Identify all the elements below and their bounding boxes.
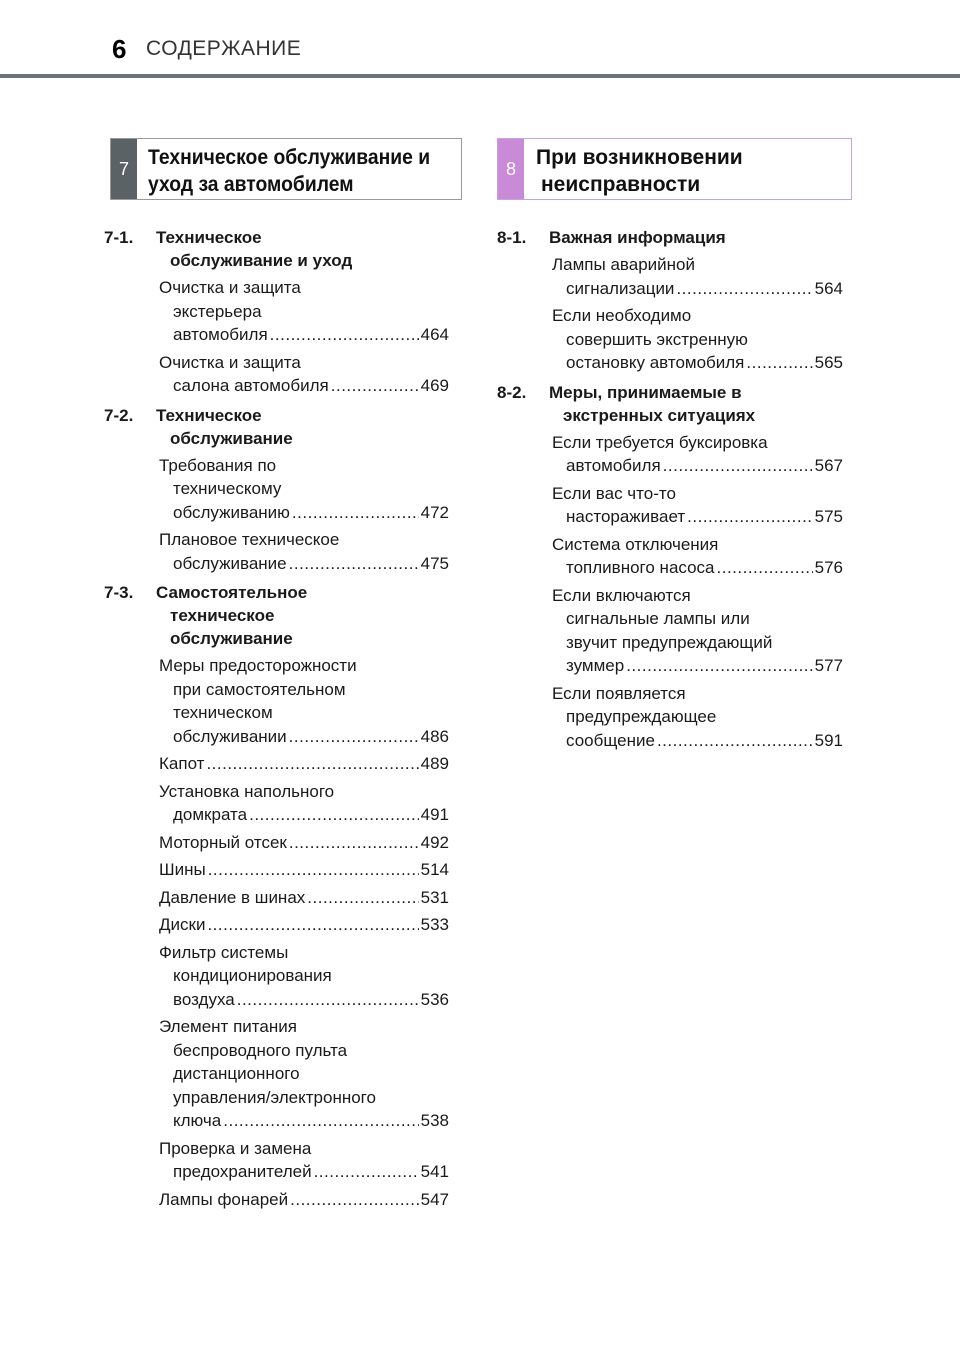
page-reference: 492 xyxy=(420,832,449,852)
page-header xyxy=(0,0,960,78)
header-title: СОДЕРЖАНИЕ xyxy=(146,37,302,60)
toc-entry[interactable] xyxy=(159,276,449,347)
page-reference: 475 xyxy=(420,553,449,573)
dot-leader xyxy=(206,752,418,776)
toc-entry-line: Очистка и защита xyxy=(159,278,301,297)
dot-leader xyxy=(223,1109,418,1133)
toc-entry-text: топливного насоса xyxy=(566,558,715,577)
toc-entry[interactable] xyxy=(552,304,843,375)
dot-leader xyxy=(663,454,813,478)
toc-entry-line: Если включаются xyxy=(552,585,691,605)
toc-entry[interactable] xyxy=(159,528,449,575)
toc-entry-text: салона автомобиля xyxy=(173,376,329,395)
toc-entry-line: Если необходимо xyxy=(552,306,692,325)
toc-entry-line: кондиционирования xyxy=(173,966,332,985)
toc-entry-line: Меры предосторожности xyxy=(159,656,357,675)
chapter-8-title: При возникновении неисправности xyxy=(536,146,743,196)
section-number: 7-2. xyxy=(104,405,134,425)
dot-leader xyxy=(208,858,419,882)
toc-entry-last-line xyxy=(159,1109,449,1133)
chapter-8-heading xyxy=(497,138,852,200)
section-title-line: Техническое xyxy=(156,228,262,247)
dot-leader xyxy=(746,351,812,375)
toc-entry-line: экстерьера xyxy=(173,301,262,321)
section-number: 8-2. xyxy=(497,382,527,402)
toc-entry-line: при самостоятельном xyxy=(173,679,346,699)
section-title-line: обслуживание и уход xyxy=(170,251,353,270)
toc-entry-text: сигнализации xyxy=(566,278,675,298)
toc-entry-last-line xyxy=(159,858,449,882)
toc-entry-last-line xyxy=(159,1188,449,1212)
section-title-line: Техническое xyxy=(156,405,262,425)
section-number: 7-3. xyxy=(104,583,134,602)
section-title-line: обслуживание xyxy=(170,428,293,448)
page-reference: 486 xyxy=(420,726,449,746)
toc-entry-last-line xyxy=(159,913,449,937)
toc-entry-last-line xyxy=(552,454,843,478)
toc-entry-last-line xyxy=(159,752,449,776)
toc-entry-line: беспроводного пульта xyxy=(173,1040,348,1060)
section-title xyxy=(156,226,449,272)
toc-entry-line: Плановое техническое xyxy=(159,530,340,549)
toc-entry-last-line xyxy=(552,351,843,375)
section-number: 7-1. xyxy=(104,228,134,247)
toc-entry-text: Моторный отсек xyxy=(159,832,287,852)
toc-entry-text: обслуживании xyxy=(173,726,287,746)
toc-entry-last-line xyxy=(159,886,449,910)
dot-leader xyxy=(289,552,419,576)
page-reference: 565 xyxy=(814,353,843,372)
toc-entry[interactable] xyxy=(159,780,449,827)
section-title xyxy=(156,404,449,450)
toc-entry[interactable] xyxy=(159,831,449,855)
dot-leader xyxy=(687,505,812,529)
toc-entry-last-line xyxy=(159,501,449,525)
chapter-7-tab: 7 xyxy=(111,139,137,199)
toc-entry-text: предохранителей xyxy=(173,1162,312,1181)
toc-entry[interactable] xyxy=(159,913,449,937)
dot-leader xyxy=(290,1188,418,1212)
page-reference: 536 xyxy=(420,989,449,1009)
dot-leader xyxy=(289,725,419,749)
toc-entry-text: обслуживанию xyxy=(173,502,290,522)
toc-entry-text: автомобиля xyxy=(173,325,268,344)
toc-entry[interactable] xyxy=(159,858,449,882)
page-reference: 531 xyxy=(420,887,449,907)
toc-entry-text: настораживает xyxy=(566,507,686,526)
toc-entry-text: ключа xyxy=(173,1111,222,1130)
page-reference: 567 xyxy=(814,456,843,475)
toc-entry[interactable] xyxy=(159,351,449,398)
page-reference: 547 xyxy=(420,1189,449,1209)
toc-entry-line: Если требуется буксировка xyxy=(552,432,768,452)
toc-entry[interactable] xyxy=(159,454,449,525)
toc-entry-line: Требования по xyxy=(159,455,277,475)
dot-leader xyxy=(249,803,419,827)
toc-entry-text: зуммер xyxy=(566,656,625,675)
page-reference: 514 xyxy=(420,860,449,879)
toc-entry-last-line xyxy=(159,831,449,855)
page-reference: 576 xyxy=(814,558,843,577)
toc-entry[interactable] xyxy=(159,1137,449,1184)
page-reference: 489 xyxy=(420,754,449,773)
page-reference: 469 xyxy=(420,376,449,395)
page-reference: 533 xyxy=(420,915,449,934)
toc-entry-line: Лампы аварийной xyxy=(552,255,695,274)
chapter-7-heading xyxy=(110,138,462,200)
section-title-line: Важная информация xyxy=(549,228,726,247)
toc-entry[interactable] xyxy=(159,886,449,910)
toc-entry-line: Элемент питания xyxy=(159,1017,297,1036)
toc-entry-line: техническом xyxy=(173,703,273,722)
dot-leader xyxy=(270,323,419,347)
toc-entry-text: Капот xyxy=(159,754,205,773)
dot-leader xyxy=(717,556,813,580)
toc-entry-line: управления/электронного xyxy=(173,1087,376,1107)
section-heading xyxy=(497,226,843,249)
page-reference: 541 xyxy=(420,1162,449,1181)
toc-entry[interactable] xyxy=(159,941,449,1012)
page-reference: 591 xyxy=(814,730,843,750)
toc-entry-text: Давление в шинах xyxy=(159,887,306,907)
toc-entry-last-line xyxy=(159,725,449,749)
page-reference: 472 xyxy=(420,502,449,522)
toc-entry-text: сообщение xyxy=(566,730,655,750)
section-heading xyxy=(104,581,449,650)
section-title xyxy=(549,381,843,427)
toc-entry-line: Проверка и замена xyxy=(159,1138,312,1158)
toc-entry-text: обслуживание xyxy=(173,553,287,573)
toc-entry-line: Если вас что-то xyxy=(552,483,676,503)
toc-entry-text: Шины xyxy=(159,860,206,879)
dot-leader xyxy=(626,654,812,678)
toc-entry[interactable] xyxy=(159,752,449,776)
toc-entry-text: остановку автомобиля xyxy=(566,353,745,372)
toc-entry-line: совершить экстренную xyxy=(566,329,748,349)
toc-entry-last-line xyxy=(159,552,449,576)
toc-entry-last-line xyxy=(159,988,449,1012)
section-heading xyxy=(104,226,449,272)
toc-entry-text: Диски xyxy=(159,915,206,934)
section-title-line: Самостоятельное xyxy=(156,583,308,602)
section-heading xyxy=(104,404,449,450)
section-heading xyxy=(497,381,843,427)
toc-entry-line: сигнальные лампы или xyxy=(566,609,750,628)
toc-entry-text: автомобиля xyxy=(566,456,661,475)
toc-entry-line: техническому xyxy=(173,479,282,498)
toc-entry-text: Лампы фонарей xyxy=(159,1189,289,1209)
toc-entry[interactable] xyxy=(552,482,843,529)
toc-entry-last-line xyxy=(552,277,843,301)
page-reference: 491 xyxy=(420,805,449,824)
section-title-line: Меры, принимаемые в xyxy=(549,382,742,402)
toc-entry-last-line xyxy=(159,374,449,398)
page-number: 6 xyxy=(112,34,127,64)
dot-leader xyxy=(237,988,419,1012)
section-number: 8-1. xyxy=(497,228,527,247)
dot-leader xyxy=(289,831,419,855)
toc-entry[interactable] xyxy=(552,682,843,753)
toc-entry[interactable] xyxy=(159,654,449,748)
toc-entry-last-line xyxy=(552,556,843,580)
toc-entry-line: Система отключения xyxy=(552,534,719,554)
section-title xyxy=(156,581,449,650)
toc-entry[interactable] xyxy=(552,584,843,678)
dot-leader xyxy=(314,1160,419,1184)
toc-entry-line: Очистка и защита xyxy=(159,352,301,372)
toc-entry-last-line xyxy=(159,323,449,347)
page-reference: 575 xyxy=(814,507,843,526)
toc-entry[interactable] xyxy=(552,253,843,300)
toc-entry-text: воздуха xyxy=(173,989,235,1009)
toc-entry-line: Фильтр системы xyxy=(159,942,289,962)
toc-entry-last-line xyxy=(552,505,843,529)
page-reference: 464 xyxy=(420,325,449,344)
toc-entry-last-line xyxy=(159,1160,449,1184)
toc-entry-last-line xyxy=(552,654,843,678)
toc-entry[interactable] xyxy=(159,1015,449,1133)
section-title-line: обслуживание xyxy=(170,629,293,648)
dot-leader xyxy=(676,277,812,301)
page-reference: 538 xyxy=(420,1111,449,1130)
toc-entry-line: дистанционного xyxy=(173,1064,300,1083)
chapter-7-title: Техническое обслуживание и уход за автомобилем xyxy=(148,146,431,196)
toc-entry[interactable] xyxy=(552,533,843,580)
dot-leader xyxy=(657,729,813,753)
toc-entry-last-line xyxy=(159,803,449,827)
toc-column-left xyxy=(104,226,449,1211)
toc-column-right xyxy=(497,226,843,752)
toc-entry[interactable] xyxy=(159,1188,449,1212)
dot-leader xyxy=(207,913,418,937)
section-title-line: техническое xyxy=(170,606,275,625)
dot-leader xyxy=(307,886,418,910)
chapter-8-tab: 8 xyxy=(498,139,524,199)
toc-entry-line: Установка напольного xyxy=(159,781,335,801)
toc-entry[interactable] xyxy=(552,431,843,478)
section-title-line: экстренных ситуациях xyxy=(563,405,756,425)
section-title xyxy=(549,226,843,249)
dot-leader xyxy=(292,501,419,525)
dot-leader xyxy=(331,374,419,398)
page-reference: 577 xyxy=(814,656,843,675)
page-reference: 564 xyxy=(814,278,843,298)
toc-entry-last-line xyxy=(552,729,843,753)
toc-entry-line: Если появляется xyxy=(552,683,686,703)
toc-entry-text: домкрата xyxy=(173,805,248,824)
header-divider xyxy=(0,74,960,78)
toc-entry-line: предупреждающее xyxy=(566,707,717,726)
toc-entry-line: звучит предупреждающий xyxy=(566,632,773,652)
